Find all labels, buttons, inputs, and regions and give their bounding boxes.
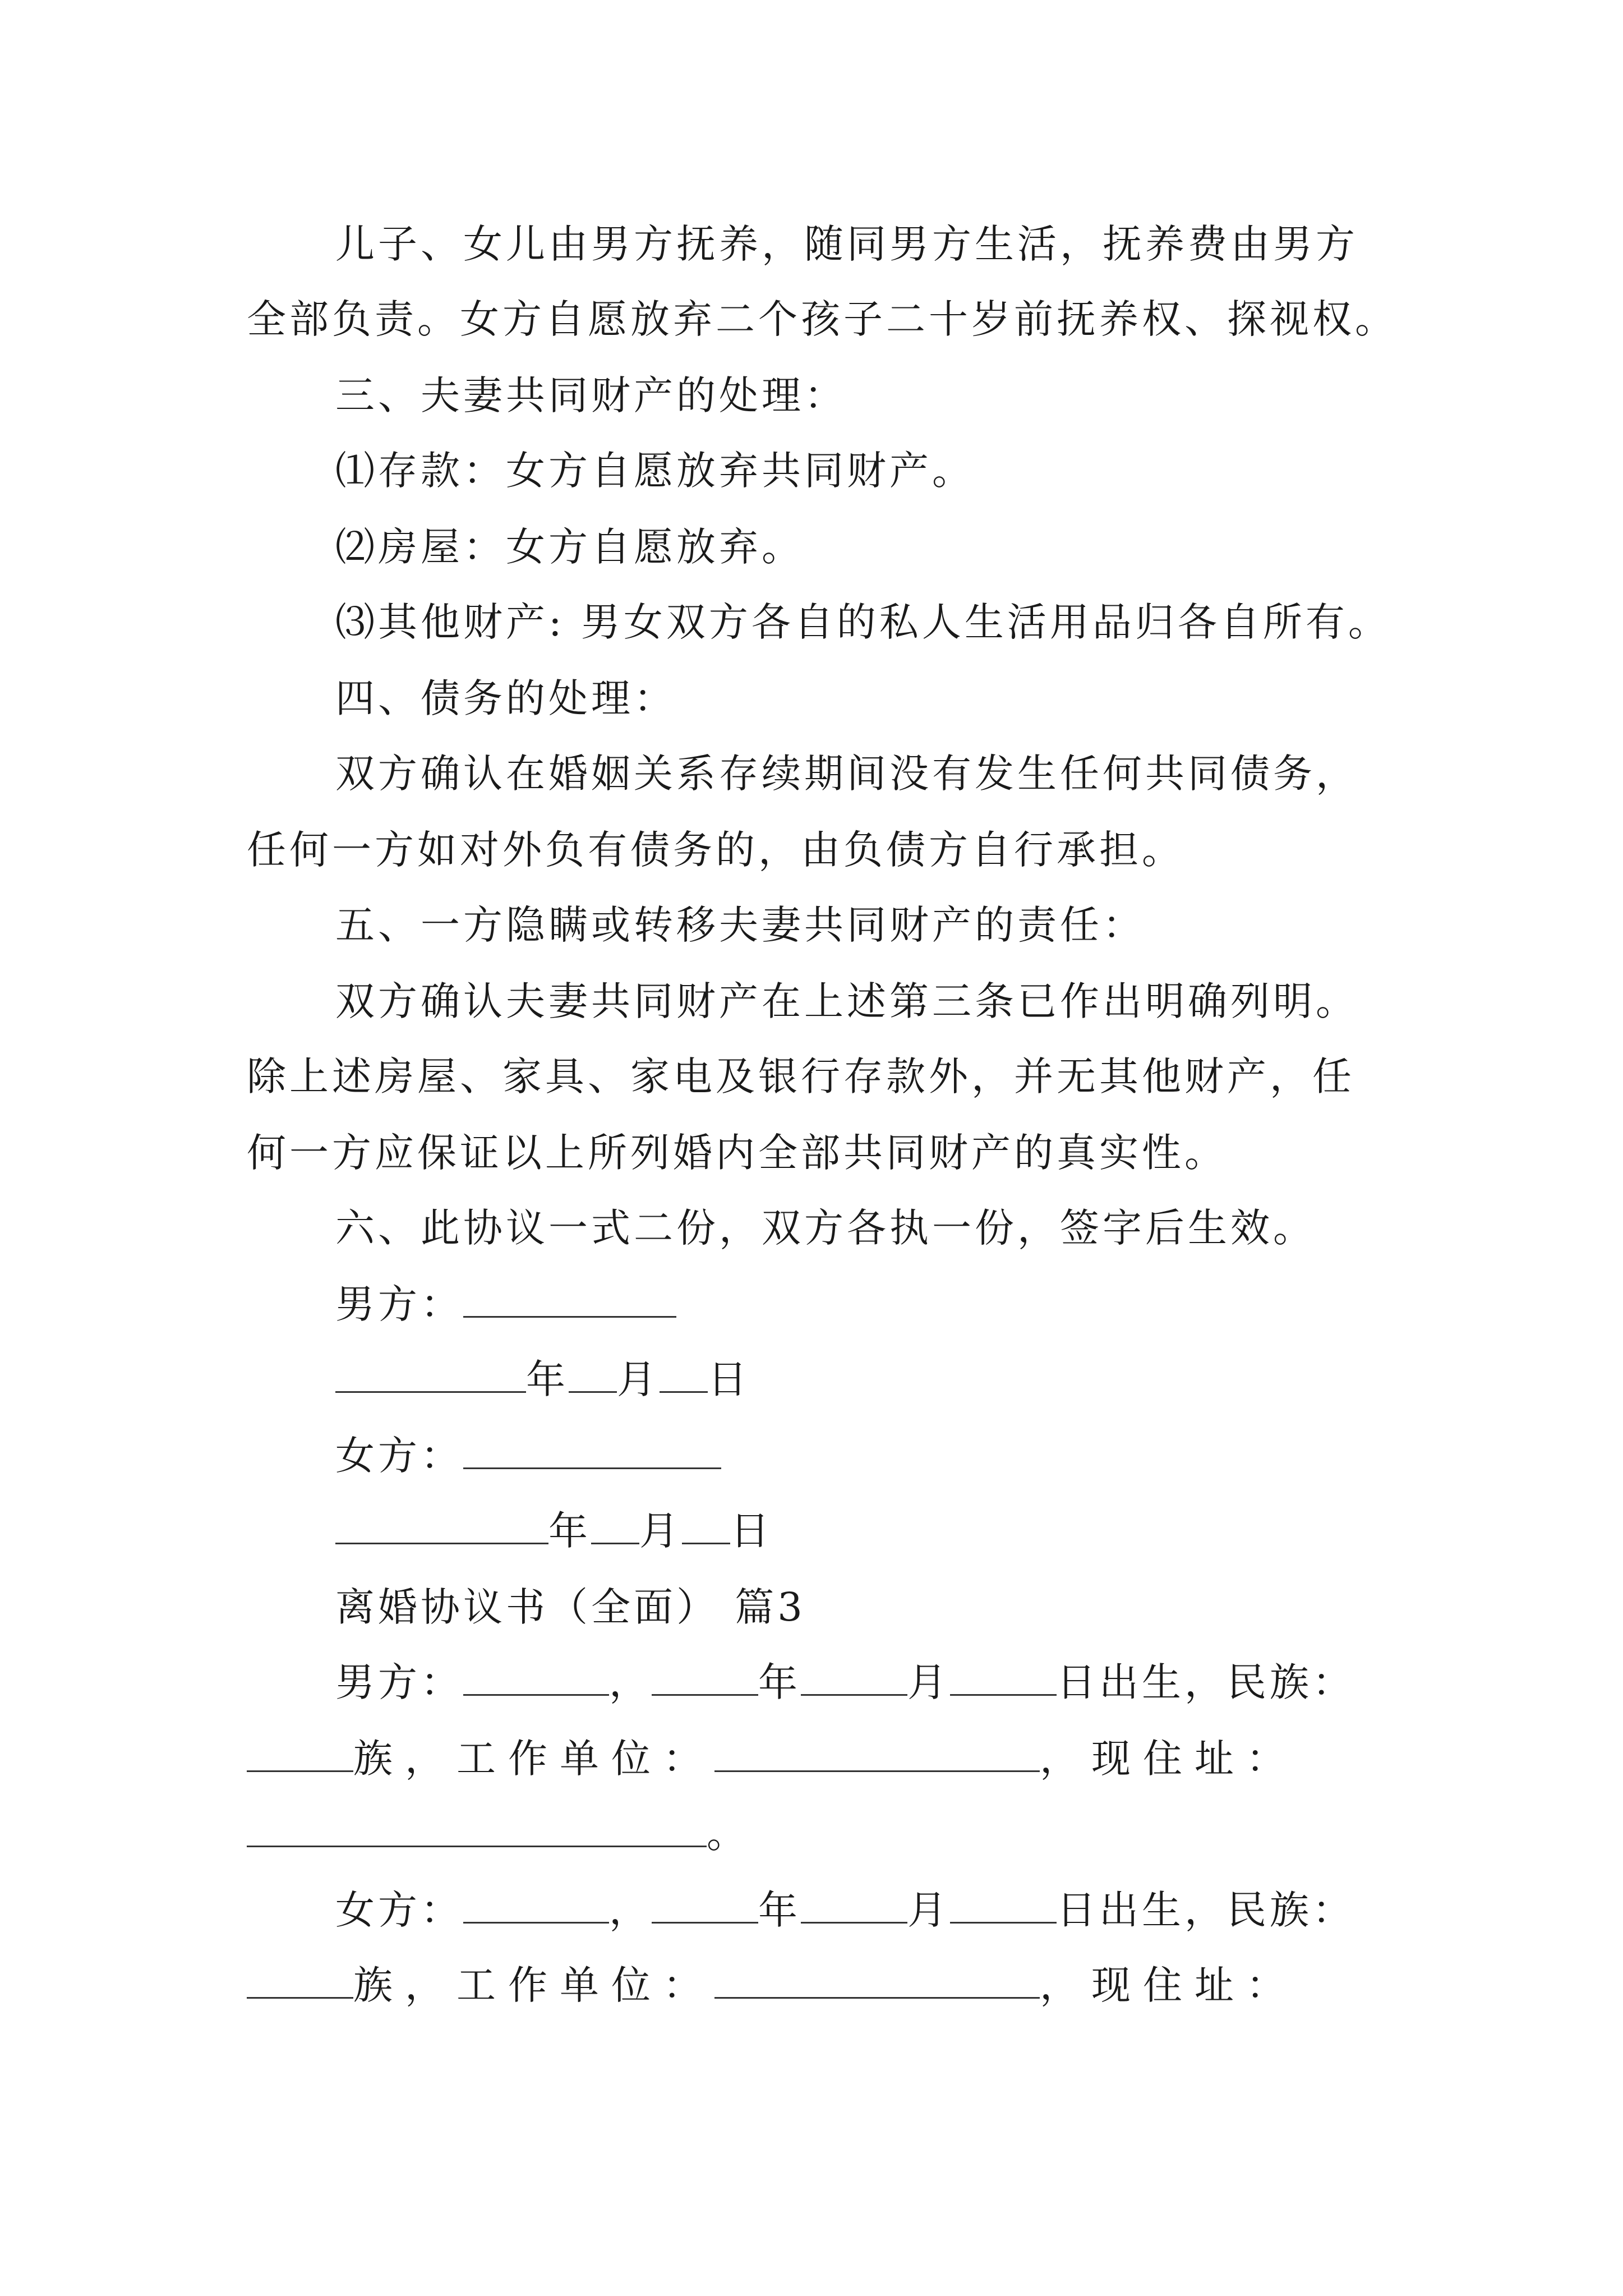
month-label: 月 [639, 1508, 682, 1554]
female-info-line-2 [247, 1960, 1402, 2010]
female-year-blank [652, 1887, 758, 1924]
period: 。 [707, 1811, 749, 1857]
female-day-blank [950, 1887, 1057, 1924]
signature-male-line [335, 1279, 1402, 1329]
female-work-blank [714, 1962, 1040, 1999]
year-label: 年 [758, 1887, 801, 1933]
comma: ， [609, 1659, 652, 1705]
day-label: 日 [708, 1356, 750, 1402]
ethnic-label: 族 [353, 1736, 405, 1782]
male-address-blank [247, 1811, 707, 1847]
paragraph-line: 除上述房屋、家具、家电及银行存款外，并无其他财产，任 [247, 1053, 1355, 1099]
female-month-blank [801, 1887, 907, 1924]
signature-male-label: 男方： [335, 1281, 463, 1327]
male-year-blank [652, 1659, 758, 1696]
date-blank-month [591, 1508, 639, 1544]
signature-female-blank [463, 1433, 721, 1469]
paragraph-line: 双方确认在婚姻关系存续期间没有发生任何共同债务， [335, 751, 1358, 797]
paragraph-line: 儿子、女儿由男方抚养，随同男方生活，抚养费由男方 [335, 221, 1358, 267]
date-blank-day [660, 1356, 708, 1393]
paragraph-line: 全部负责。女方自愿放弃二个孩子二十岁前抚养权、探视权。 [247, 296, 1398, 342]
month-label: 月 [907, 1659, 950, 1705]
paragraph-line: 何一方应保证以上所列婚内全部共同财产的真实性。 [247, 1130, 1227, 1176]
paragraph-line: 任何一方如对外负有债务的，由负债方自行承担。 [247, 827, 1184, 873]
male-label: 男方： [335, 1659, 463, 1705]
female-ethnic-blank [247, 1962, 353, 1999]
date-blank-month [569, 1356, 617, 1393]
male-info-line-3 [247, 1809, 1402, 1859]
male-month-blank [801, 1659, 907, 1696]
month-label: 月 [907, 1887, 950, 1933]
date-blank-day [682, 1508, 730, 1544]
born-ethnic-label: 日出生，民族： [1057, 1659, 1355, 1705]
day-label: 日 [730, 1508, 773, 1554]
date-blank-year [335, 1508, 548, 1544]
date-blank-year [335, 1356, 526, 1393]
paragraph-line: 双方确认夫妻共同财产在上述第三条已作出明确列明。 [335, 978, 1358, 1024]
male-info-line-2 [247, 1733, 1402, 1784]
address-label: ，现住址： [1040, 1736, 1298, 1782]
male-info-line-1 [335, 1657, 1402, 1708]
work-label: ，工作单位： [405, 1736, 714, 1782]
year-label: 年 [548, 1508, 591, 1554]
section-heading: 五、一方隐瞒或转移夫妻共同财产的责任： [335, 902, 1145, 948]
signature-female-line [335, 1430, 1402, 1481]
address-label: ，现住址： [1040, 1962, 1298, 2008]
female-info-line-1 [335, 1885, 1402, 1935]
section-heading: 三、夫妻共同财产的处理： [335, 372, 847, 418]
section-heading: 六、此协议一式二份，双方各执一份，签字后生效。 [335, 1205, 1316, 1251]
date-line-female [335, 1506, 1402, 1556]
male-name-blank [463, 1659, 609, 1696]
signature-female-label: 女方： [335, 1433, 463, 1479]
month-label: 月 [617, 1356, 660, 1402]
year-label: 年 [758, 1659, 801, 1705]
female-name-blank [463, 1887, 609, 1924]
male-ethnic-blank [247, 1736, 353, 1772]
female-label: 女方： [335, 1887, 463, 1933]
signature-male-blank [463, 1281, 676, 1318]
year-label: 年 [526, 1356, 569, 1402]
male-day-blank [950, 1659, 1057, 1696]
date-line-male [335, 1354, 1402, 1405]
ethnic-label: 族 [353, 1962, 405, 2008]
male-work-blank [714, 1736, 1040, 1772]
comma: ， [609, 1887, 652, 1933]
section-heading: 四、债务的处理： [335, 675, 676, 721]
work-label: ，工作单位： [405, 1962, 714, 2008]
section-title: 离婚协议书（全面） 篇3 [335, 1584, 806, 1630]
paragraph-line: ⑵房屋：女方自愿放弃。 [335, 524, 804, 570]
paragraph-line: ⑶其他财产: 男女双方各自的私人生活用品归各自所有。 [335, 599, 1391, 645]
paragraph-line: ⑴存款：女方自愿放弃共同财产。 [335, 448, 975, 494]
born-ethnic-label: 日出生，民族： [1057, 1887, 1355, 1933]
